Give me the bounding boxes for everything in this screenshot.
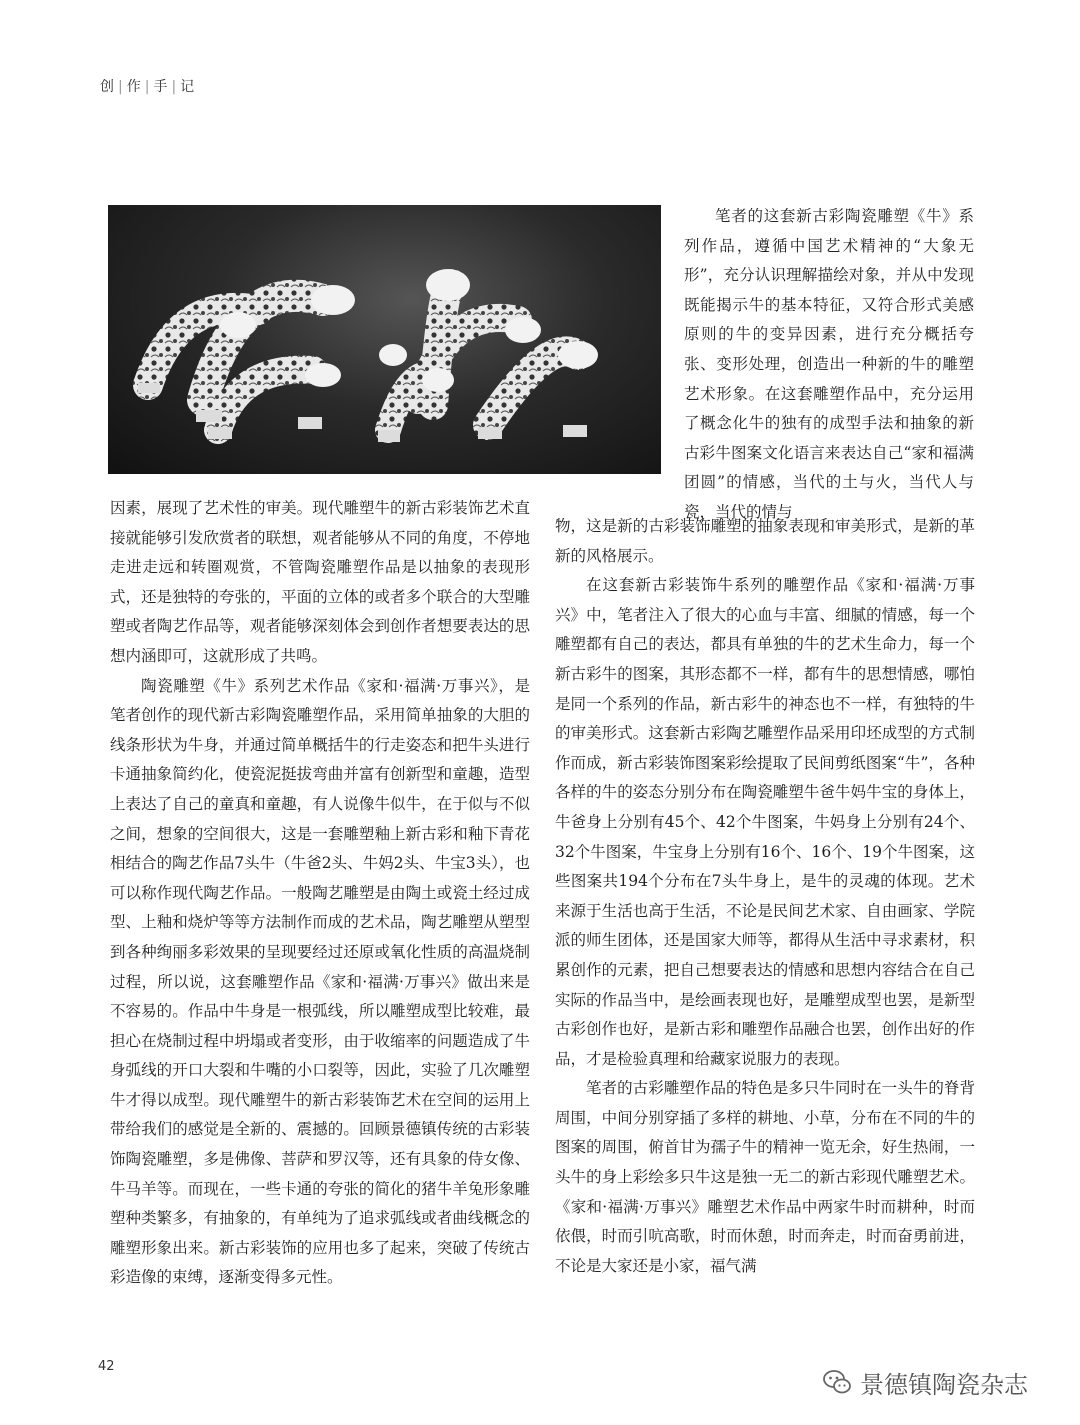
ox-sculptures-illustration	[108, 205, 661, 474]
section-char: 记	[180, 79, 196, 95]
watermark	[822, 1364, 1028, 1400]
section-label: 创 | 作 | 手 | 记	[100, 79, 196, 95]
watermark-text: 景德镇陶瓷杂志	[860, 1370, 1028, 1399]
page-number: 42	[98, 1359, 115, 1374]
section-char: 手	[153, 79, 169, 95]
article-column-right-top	[684, 202, 974, 528]
paragraph: 笔者的这套新古彩陶瓷雕塑《牛》系列作品，遵循中国艺术精神的“大象无形”，充分认识理解描绘对象，并从中发现既能揭示牛的基本特征，又符合形式美感原则的牛的变异因素，进行充分概括夸张、变形处理，创造出一种新的牛的雕塑艺术形象。在这套雕塑作品中，充分运用了概念化牛的独有的成型手法和抽象的新古彩牛图案文化语言来表达自己“家和福满团圆”的情感，当代的土与火，当代人与瓷，当代的情与	[684, 207, 974, 521]
paragraph: 物，这是新的古彩装饰雕塑的抽象表现和审美形式，是新的革新的风格展示。	[555, 517, 975, 565]
paragraph: 因素，展现了艺术性的审美。现代雕塑牛的新古彩装饰艺术直接就能够引发欣赏者的联想，观者能够从不同的角度，不停地走进走远和转圈观赏，不管陶瓷雕塑作品是以抽象的表现形式，还是独特的夸张的，平面的立体的或者多个联合的大型雕塑或者陶艺作品等，观者能够深刻体会到创作者想要表达的思想内涵即可，这就形成了共鸣。	[110, 499, 530, 665]
section-char: 创	[100, 79, 115, 95]
paragraph: 笔者的古彩雕塑作品的特色是多只牛同时在一头牛的脊背周围，中间分别穿插了多样的耕地、小草，分布在不同的牛的图案的周围，俯首甘为孺子牛的精神一览无余，好生热闹，一头牛的身上彩绘多只牛这是独一无二的新古彩现代雕塑艺术。《家和·福满·万事兴》雕塑艺术作品中两家牛时而耕种，时而依偎，时而引吭高歌，时而休憩，时而奔走，时而奋勇前进，不论是大家还是小家，福气满	[555, 1079, 975, 1275]
article-column-right	[555, 512, 975, 1281]
article-column-left	[110, 494, 530, 1293]
section-char: 作	[126, 79, 142, 95]
paragraph: 在这套新古彩装饰牛系列的雕塑作品《家和·福满·万事兴》中，笔者注入了很大的心血与丰富、细腻的情感，每一个雕塑都有自己的表达，都具有单独的牛的艺术生命力，每一个新古彩牛的图案，其形态都不一样，都有牛的思想情感，哪怕是同一个系列的作品，新古彩牛的神态也不一样，有独特的牛的审美形式。这套新古彩陶艺雕塑作品采用印坯成型的方式制作而成，新古彩装饰图案彩绘提取了民间剪纸图案“牛”，各种各样的牛的姿态分别分布在陶瓷雕塑牛爸牛妈牛宝的身体上，牛爸身上分别有45个、42个牛图案，牛妈身上分别有24个、32个牛图案，牛宝身上分别有16个、16个、19个牛图案，这些图案共194个分布在7头牛身上，是牛的灵魂的体现。艺术来源于生活也高于生活，不论是民间艺术家、自由画家、学院派的师生团体，还是国家大师等，都得从生活中寻求素材，积累创作的元素，把自己想要表达的情感和思想内容结合在自己实际的作品当中，是绘画表现也好，是雕塑成型也罢，是新型古彩创作也好，是新古彩和雕塑作品融合也罢，创作出好的作品，才是检验真理和给藏家说服力的表现。	[555, 576, 975, 1068]
wechat-icon	[822, 1367, 852, 1397]
ceramic-ox-sculpture-photo	[108, 205, 661, 474]
paragraph: 陶瓷雕塑《牛》系列艺术作品《家和·福满·万事兴》，是笔者创作的现代新古彩陶瓷雕塑作品，采用简单抽象的大胆的线条形状为牛身，并通过简单概括牛的行走姿态和把牛头进行卡通抽象简约化，使瓷泥挺拔弯曲并富有创新型和童趣，造型上表达了自己的童真和童趣，有人说像牛似牛，在于似与不似之间，想象的空间很大，这是一套雕塑釉上新古彩和釉下青花相结合的陶艺作品7头牛（牛爸2头、牛妈2头、牛宝3头），也可以称作现代陶艺作品。一般陶艺雕塑是由陶土或瓷土经过成型、上釉和烧炉等等方法制作而成的艺术品，陶艺雕塑从塑型到各种绚丽多彩效果的呈现要经过还原或氧化性质的高温烧制过程，所以说，这套雕塑作品《家和·福满·万事兴》做出来是不容易的。作品中牛身是一根弧线，所以雕塑成型比较难，最担心在烧制过程中坍塌或者变形，由于收缩率的问题造成了牛身弧线的开口大裂和牛嘴的小口裂等，因此，实验了几次雕塑牛才得以成型。现代雕塑牛的新古彩装饰艺术在空间的运用上带给我们的感觉是全新的、震撼的。回顾景德镇传统的古彩装饰陶瓷雕塑，多是佛像、菩萨和罗汉等，还有具象的侍女像、牛马羊等。而现在，一些卡通的夸张的简化的猪牛羊兔形象雕塑种类繁多，有抽象的，有单纯为了追求弧线或者曲线概念的雕塑形象出来。新古彩装饰的应用也多了起来，突破了传统古彩造像的束缚，逐渐变得多元性。	[110, 676, 530, 1287]
